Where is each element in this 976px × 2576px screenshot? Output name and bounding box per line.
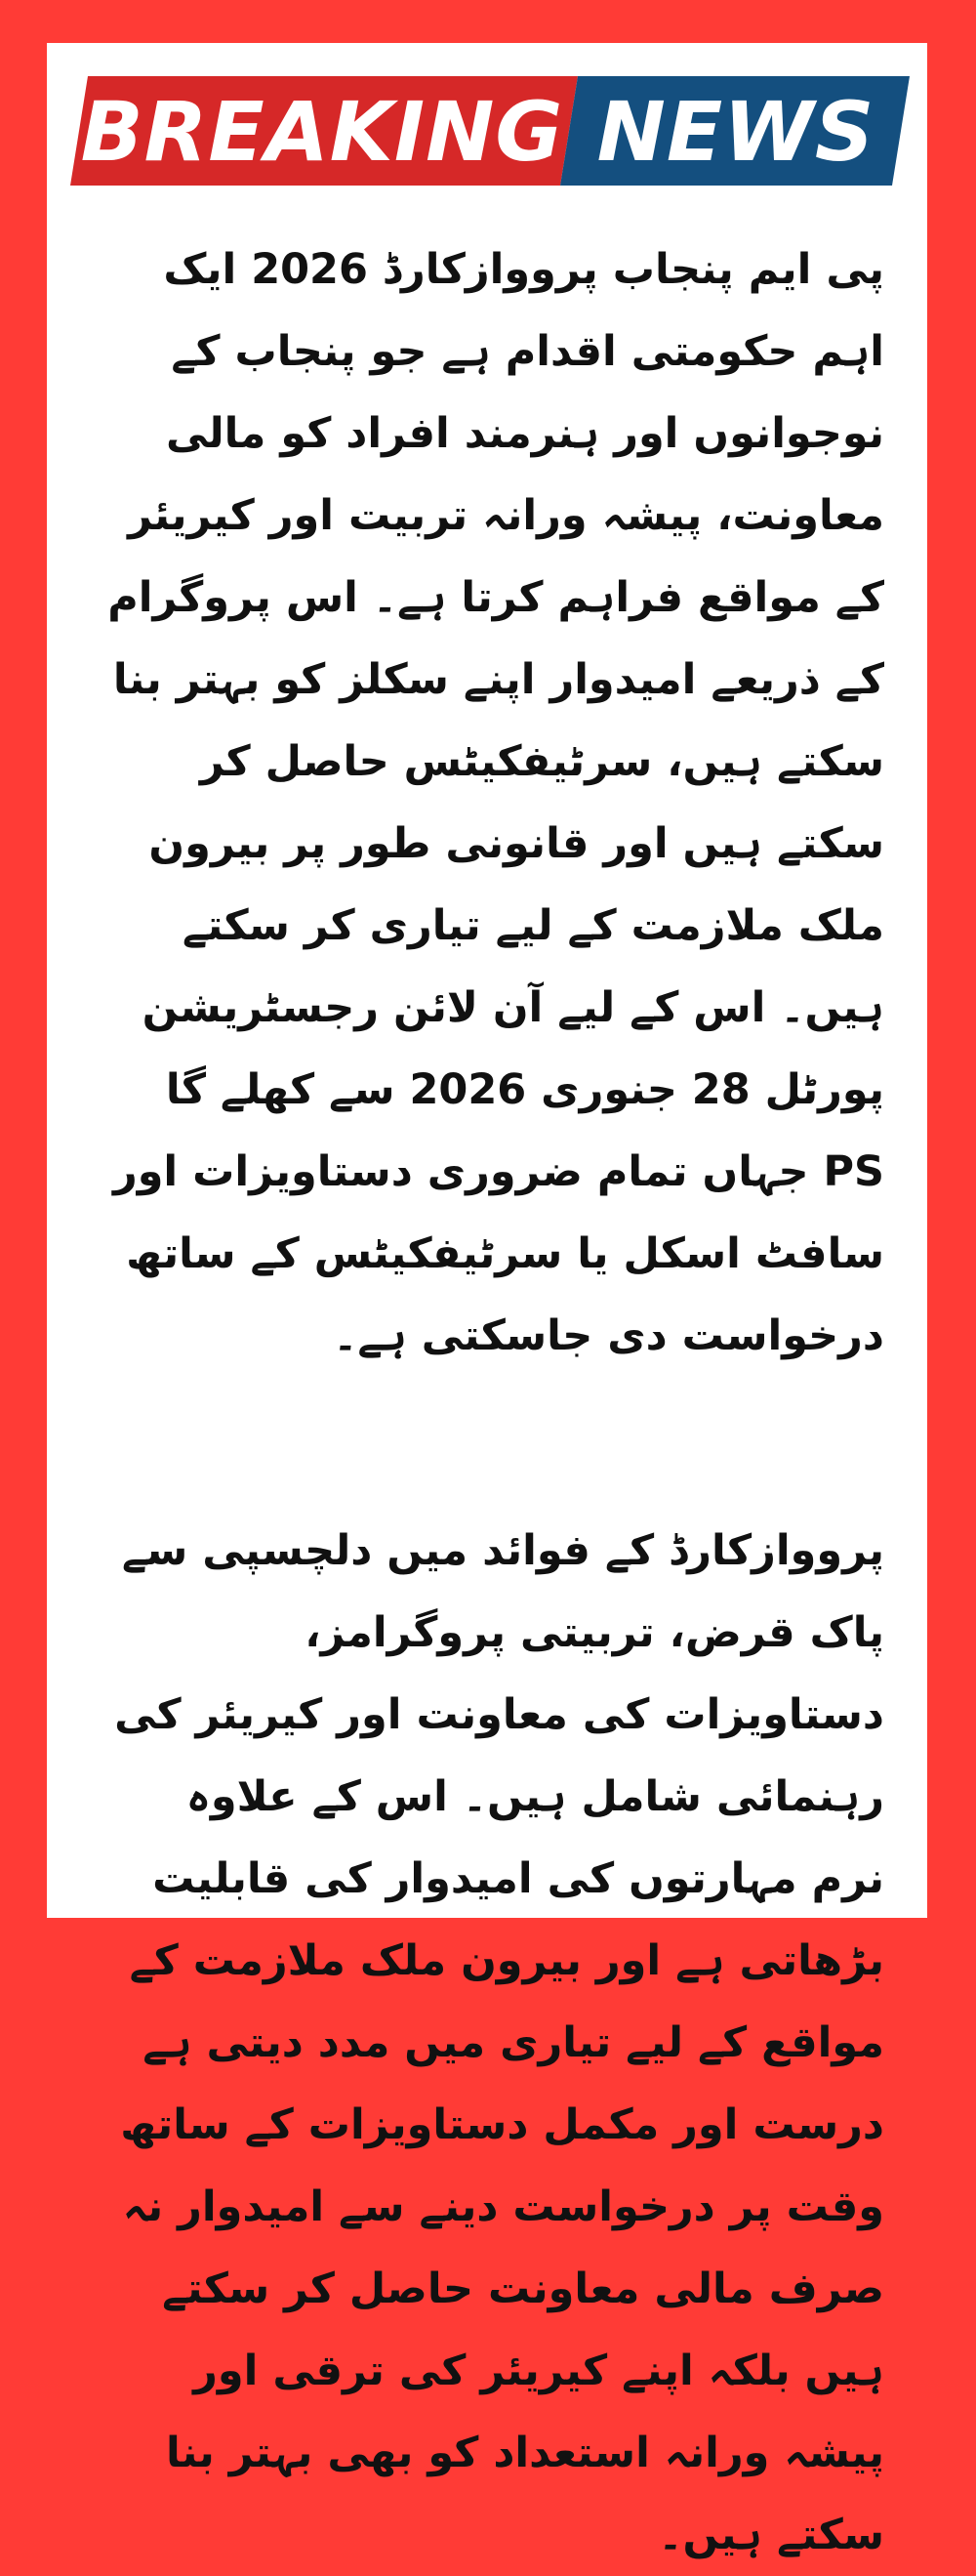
news-word: NEWS: [596, 84, 875, 180]
article-card: [47, 43, 927, 2559]
breaking-news-banner: [70, 76, 910, 186]
article-paragraph-2: پرووازکارڈ کے فوائد میں دلچسپی سے پاک قرض، تربیتی پروگرامز، دستاویزات کی معاونت اور کیریئر کی رہنمائی شامل ہیں۔ اس کے علاوہ نرم مہارتوں کی امیدوار کی قابلیت بڑھاتی ہے اور بیرون ملک ملازمت کے مواقع کے لیے تیاری میں مدد دیتی ہے درست اور مکمل دستاویزات کے ساتھ وقت پر درخواست دینے سے امیدوار نہ صرف مالی معاونت حاصل کر سکتے ہیں بلکہ اپنے کیریئر کی ترقی اور پیشہ ورانہ استعداد کو بھی بہتر بنا سکتے ہیں۔: [114, 1526, 884, 2559]
breaking-word: BREAKING: [80, 84, 564, 180]
article-paragraph-1: پی ایم پنجاب پرووازکارڈ 2026 ایک اہم حکومتی اقدام ہے جو پنجاب کے نوجوانوں اور ہنرمند افراد کو مالی معاونت، پیشہ ورانہ تربیت اور کیریئر کے مواقع فراہم کرتا ہے۔ اس پروگرام کے ذریعے امیدوار اپنے سکلز کو بہتر بنا سکتے ہیں، سرٹیفکیٹس حاصل کر سکتے ہیں اور قانونی طور پر بیرون ملک ملازمت کے لیے تیاری کر سکتے ہیں۔ اس کے لیے آن لائن رجسٹریشن پورٹل 28 جنوری 2026 سے کھلے گا PS جہاں تمام ضروری دستاویزات اور سافٹ اسکل یا سرٹیفکیٹس کے ساتھ درخواست دی جاسکتی ہے۔: [107, 245, 884, 1360]
breaking-news-graphic: [70, 76, 910, 186]
article-body: [103, 229, 884, 2576]
